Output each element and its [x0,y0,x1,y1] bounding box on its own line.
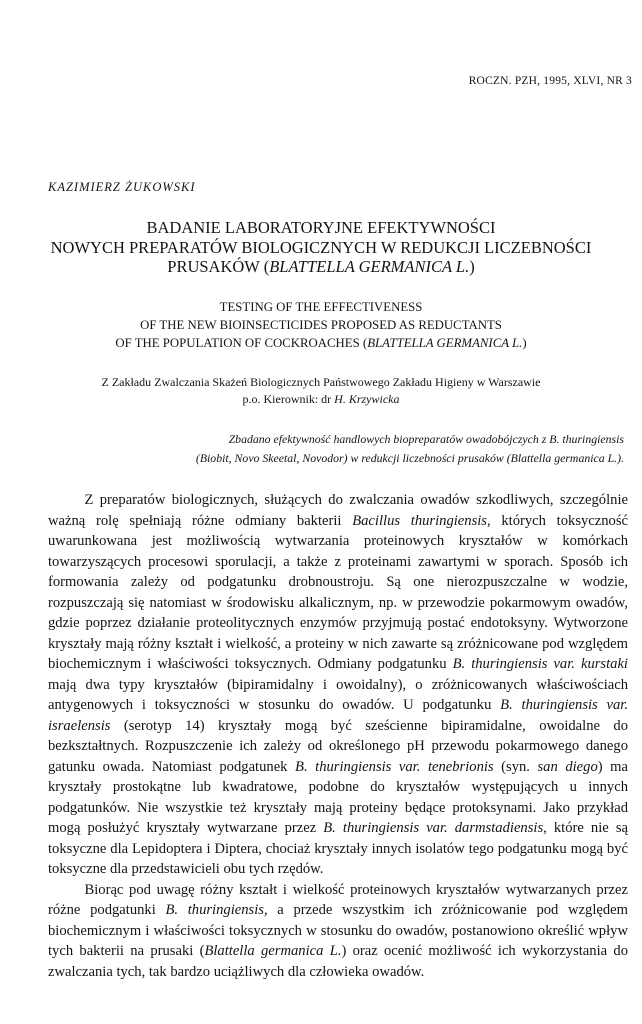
text-run: Biorąc pod uwagę różny kształt i wielkość proteinowych kryształów wytwarzanych przez różne podgatunki [48,881,628,918]
text-run: mają dwa typy kryształów (bipiramidalny i owoidalny), o zróżnicowanych właściwościach antygenowych i toksyczności w stosunku do owadów. U podgatunku [48,676,628,713]
affiliation [20,374,622,408]
species-name: BLATTELLA GERMANICA L. [269,257,470,276]
title-text: ) [522,336,527,350]
species-name: B. thuringiensis var. darmstadiensis [323,820,544,836]
title-text: PRUSAKÓW ( [167,257,270,276]
title-polish-line: BADANIE LABORATORYJNE EFEKTYWNOŚCI [146,218,496,237]
title-english [20,298,622,352]
title-polish-line: NOWYCH PREPARATÓW BIOLOGICZNYCH W REDUKCJI LICZEBNOŚCI [50,237,592,257]
title-english-line [20,334,622,352]
journal-reference: ROCZN. PZH, 1995, XLVI, NR 3 [468,75,632,87]
species-name: B. thuringiensis var. tenebrionis [295,758,494,775]
abstract-line: Zbadano efektywność handlowych biopreparatów owadobójczych z B. thuringiensis [228,432,624,446]
director-line [20,391,622,408]
title-polish [20,218,622,277]
paragraph [48,490,628,880]
body-text [48,490,628,982]
species-name: BLATTELLA GERMANICA L. [367,336,523,350]
text-run: ) oraz ocenić możliwość ich wykorzystania do zwalczania tych, tak bardzo uciążliwych dla człowieka owadów. [48,943,628,980]
title-polish-line [20,257,622,277]
author-name: KAZIMIERZ ŻUKOWSKI [48,180,196,194]
director-label: p.o. Kierownik: dr [242,392,335,406]
title-text: ) [469,257,475,276]
abstract-line: (Biobit, Novo Skeetal, Novodor) w redukcji liczebności prusaków (Blattella germanica L.). [195,450,624,465]
director-name: H. Krzywicka [334,392,400,406]
text-run: ) ma kryształy prostokątne lub kwadratowe, podobne do kryształów występujących u innych podgatunków. Nie wszystkie też kryształy mają proteiny będące protoksynami. Jako przykład mogą posłużyć kryształy wytwarzane przez [48,758,628,836]
text-run: , które nie są toksyczne dla Lepidoptera i Diptera, chociaż kryształy innych isolatów tego podgatunku mogą być toksyczne dla przedstawicieli obu tych rzędów. [48,820,628,877]
species-name: B. thuringiensis var. israelensis [48,697,628,734]
text-run: Z preparatów biologicznych, służących do zwalczania owadów szkodliwych, szczególnie ważną rolę spełniają różne odmiany bakterii [48,492,628,529]
text-run: (serotyp 14) kryształy mogą być sześcienne bipiramidalne, owoidalne do bezkształtnych. Rozpuszczenie ich zależy od określonego pH przewodu pokarmowego danego gatunku owada. Natomiast podgatunek [48,717,628,775]
affiliation-line: Z Zakładu Zwalczania Skażeń Biologicznych Państwowego Zakładu Higieny w Warszawie [101,375,541,389]
species-name: san diego [537,758,598,775]
species-name: Bacillus thuringiensis [352,512,487,529]
abstract [60,430,624,467]
text-run: , a przede wszystkim ich zróżnicowanie pod względem biochemicznym i właściwości toksycznych w stosunku do owadów, postanowiono określić wpływ tych bakterii na prusaki ( [48,902,629,959]
species-name: Blattella germanica L. [204,943,342,959]
title-text: OF THE POPULATION OF COCKROACHES ( [115,336,368,350]
species-name: B. thuringiensis [165,902,264,918]
title-english-line: TESTING OF THE EFFECTIVENESS [219,300,423,314]
title-english-line: OF THE NEW BIOINSECTICIDES PROPOSED AS REDUCTANTS [140,318,502,332]
text-run: , których toksyczność uwarunkowana jest możliwością wytwarzania proteinowych kryształów w komórkach towarzyszących procesowi sporulacji, a także z proteinami zawartymi w sporach. Sposób ich formowania zależy od podgatunku drobnoustroju. Są one nierozpuszczalne w wodzie, rozpuszczają się natomiast w środowisku alkalicznym, np. w przewodzie pokarmowym owadów, gdzie poprzez działanie proteolitycznych enzymów przyjmują postać endotoksyny. Wytworzone kryształy mają różny kształt i wielkość, a proteiny w nich zawarte są zróżnicowane pod względem biochemicznym i właściwości toksycznych. Odmiany podgatunku [48,512,629,672]
paragraph [48,880,628,983]
species-name: B. thuringiensis var. kurstaki [452,656,628,672]
text-run: (syn. [493,758,538,775]
